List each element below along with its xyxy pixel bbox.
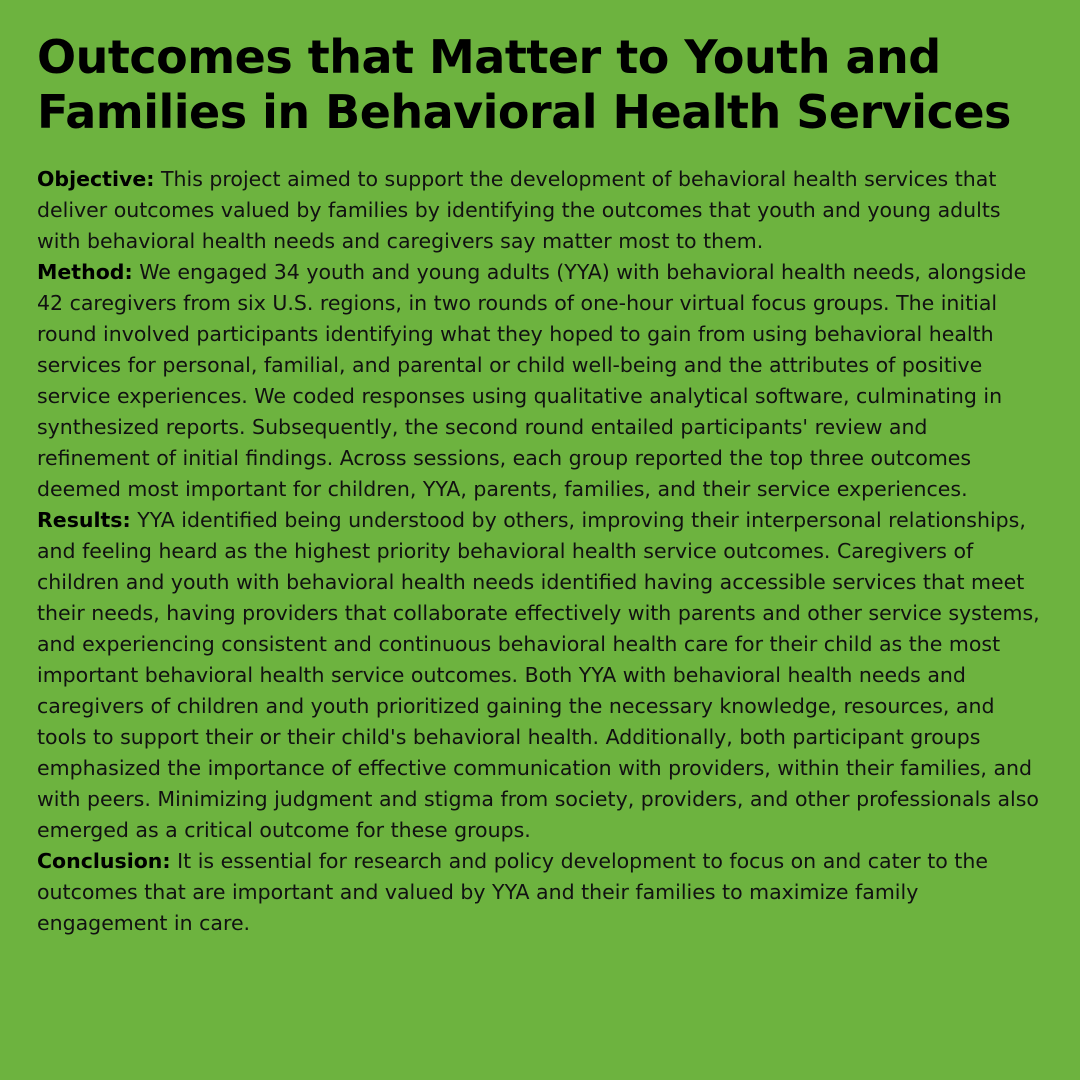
results-text: YYA identified being understood by others, improving their interpersonal relationships, and feeling heard as the highest priority behavioral health service outcomes. Caregivers of children and youth with behavioral health needs identified having accessible services that meet their needs, having providers that collaborate effectively with parents and other service systems, and experiencing consistent and continuous behavioral health care for their child as the most important behavioral health service outcomes. Both YYA with behavioral health needs and caregivers of children and youth prioritized gaining the necessary knowledge, resources, and tools to support their or their child's behavioral health. Additionally, both participant groups emphasized the importance of effective communication with providers, within their families, and with peers. Minimizing judgment and stigma from society, providers, and other professionals also emerged as a critical outcome for these groups. (37, 508, 1040, 842)
conclusion-section (37, 846, 1042, 939)
method-text: We engaged 34 youth and young adults (YYA) with behavioral health needs, alongside 42 caregivers from six U.S. regions, in two rounds of one-hour virtual focus groups. The initial round involved participants identifying what they hoped to gain from using behavioral health services for personal, familial, and parental or child well-being and the attributes of positive service experiences. We coded responses using qualitative analytical software, culminating in synthesized reports. Subsequently, the second round entailed participants' review and refinement of initial findings. Across sessions, each group reported the top three outcomes deemed most important for children, YYA, parents, families, and their service experiences. (37, 260, 1027, 501)
results-label: Results: (37, 508, 131, 532)
objective-section (37, 164, 1042, 257)
method-section (37, 257, 1042, 505)
results-section (37, 505, 1042, 846)
conclusion-label: Conclusion: (37, 849, 171, 873)
method-label: Method: (37, 260, 133, 284)
objective-label: Objective: (37, 167, 155, 191)
objective-text: This project aimed to support the development of behavioral health services that deliver outcomes valued by families by identifying the outcomes that youth and young adults with behavioral health needs and caregivers say matter most to them. (37, 167, 1001, 253)
conclusion-text: It is essential for research and policy development to focus on and cater to the outcomes that are important and valued by YYA and their families to maximize family engagement in care. (37, 849, 988, 935)
page-title: Outcomes that Matter to Youth and Families in Behavioral Health Services (37, 30, 1011, 139)
abstract-body (37, 164, 1042, 939)
